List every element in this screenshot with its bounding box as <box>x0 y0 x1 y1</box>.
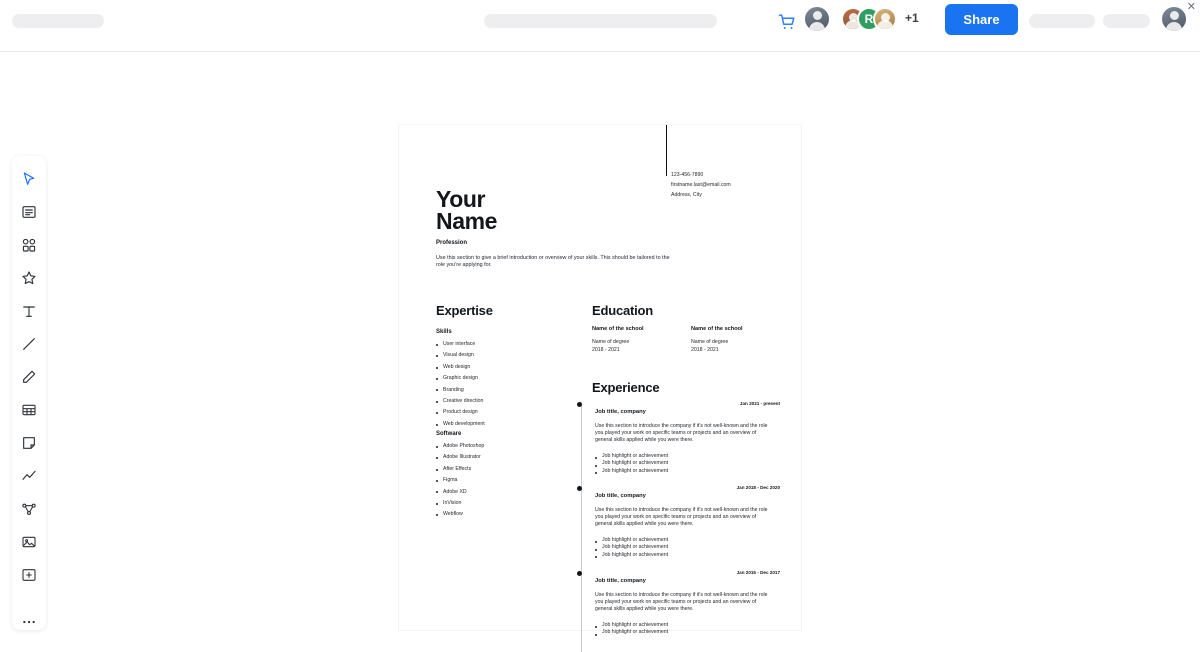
job-description: Use this section to introduce the company if it's not well-known and the role you played your work on specific teams or projects and an overview of general skills applied while you were there. <box>595 592 768 613</box>
cursor-icon <box>21 171 37 187</box>
collaborator-overflow-count[interactable]: +1 <box>905 11 919 25</box>
share-button[interactable]: Share <box>945 4 1018 35</box>
skills-heading: Skills <box>436 329 452 335</box>
avatar-body <box>877 20 893 29</box>
sticky-note-icon <box>21 435 37 451</box>
intro-paragraph[interactable]: Use this section to give a brief introduction or overview of your skills. This should be tailored to the role you're applying for. <box>436 255 670 269</box>
notes-tool[interactable] <box>12 426 46 459</box>
project-name-placeholder[interactable] <box>12 14 104 28</box>
pencil-icon <box>21 369 37 385</box>
list-item: Adobe Illustrator <box>436 452 484 463</box>
star-icon <box>21 270 37 286</box>
degree-dates: 2018 - 2021 <box>592 346 620 353</box>
templates-icon <box>21 204 37 220</box>
elements-tool[interactable] <box>12 228 46 261</box>
canvas-area[interactable] <box>0 92 1200 636</box>
avatar-head <box>813 11 822 20</box>
education-entry <box>691 326 761 354</box>
contact-block <box>671 170 731 200</box>
avatar-body <box>1166 22 1182 31</box>
contact-address: Address, City <box>671 192 702 198</box>
job-highlights <box>595 537 780 560</box>
select-tool[interactable] <box>12 162 46 195</box>
toolbar-placeholder-right-2[interactable] <box>1103 14 1150 28</box>
list-item: Graphic design <box>436 373 485 384</box>
job-title: Job title, company <box>595 409 646 415</box>
expertise-heading[interactable]: Expertise <box>436 303 493 318</box>
cart-icon[interactable] <box>778 13 796 31</box>
list-item: Adobe Photoshop <box>436 441 484 452</box>
job-description: Use this section to introduce the company if it's not well-known and the role you played your work on specific teams or projects and an overview of general skills applied while you were there. <box>595 507 768 528</box>
list-item: Web design <box>436 362 485 373</box>
list-item: Job highlight or achievement <box>595 453 780 461</box>
list-item: User interface <box>436 339 485 350</box>
text-icon <box>21 303 37 319</box>
close-icon[interactable]: ✕ <box>1186 1 1196 13</box>
list-item: Product design <box>436 407 485 418</box>
experience-heading[interactable]: Experience <box>592 380 660 395</box>
school-name: Name of the school <box>592 326 644 332</box>
collaborator-initial: R <box>864 12 874 26</box>
job-dates: Jan 2015 - Dec 2017 <box>736 570 780 575</box>
tool-rail[interactable] <box>12 156 46 630</box>
degree-dates: 2018 - 2021 <box>691 346 719 353</box>
list-item: Job highlight or achievement <box>595 544 780 552</box>
job-dates: Jan 2018 - Dec 2020 <box>736 485 780 490</box>
school-name: Name of the school <box>691 326 743 332</box>
software-heading: Software <box>436 431 462 437</box>
connector-icon <box>21 501 37 517</box>
list-item: Webflow <box>436 509 484 520</box>
experience-entry[interactable] <box>595 484 780 559</box>
line-tool[interactable] <box>12 327 46 360</box>
job-highlights <box>595 622 780 637</box>
list-item: Web development <box>436 419 485 430</box>
connector-tool[interactable] <box>12 492 46 525</box>
education-heading[interactable]: Education <box>592 303 654 318</box>
avatar-body <box>809 22 825 31</box>
current-user-avatar[interactable] <box>1160 5 1188 33</box>
education-entry <box>592 326 662 354</box>
more-icon <box>21 614 37 630</box>
more-tool[interactable] <box>12 605 46 638</box>
collaborator-avatar-3[interactable] <box>873 7 897 31</box>
text-tool[interactable] <box>12 294 46 327</box>
elements-icon <box>21 237 37 253</box>
list-item: After Effects <box>436 464 484 475</box>
list-item: Adobe XD <box>436 487 484 498</box>
toolbar-placeholder-right-1[interactable] <box>1029 14 1095 28</box>
timeline-dot <box>577 402 582 407</box>
upload-icon <box>21 567 37 583</box>
list-item: Job highlight or achievement <box>595 622 780 630</box>
software-list[interactable] <box>436 441 484 521</box>
timeline-dot <box>577 486 582 491</box>
image-tool[interactable] <box>12 525 46 558</box>
job-highlights <box>595 453 780 476</box>
contact-email: firstname.last@email.com <box>671 182 731 188</box>
resume-name[interactable] <box>436 188 497 232</box>
list-item: Job highlight or achievement <box>595 537 780 545</box>
draw-tool[interactable] <box>12 360 46 393</box>
experience-timeline <box>581 402 582 652</box>
table-tool[interactable] <box>12 393 46 426</box>
list-item: Job highlight or achievement <box>595 468 780 476</box>
line-icon <box>21 336 37 352</box>
list-item: Visual design <box>436 350 485 361</box>
image-icon <box>21 534 37 550</box>
owner-avatar[interactable] <box>803 5 831 33</box>
job-dates: Jan 2021 - present <box>739 401 780 406</box>
secondary-toolbar <box>0 52 1200 92</box>
job-title: Job title, company <box>595 578 646 584</box>
table-icon <box>21 402 37 418</box>
degree-name: Name of degree <box>592 339 630 345</box>
templates-tool[interactable] <box>12 195 46 228</box>
timeline-dot <box>577 571 582 576</box>
experience-entry[interactable] <box>595 569 780 637</box>
job-description: Use this section to introduce the company if it's not well-known and the role you played your work on specific teams or projects and an overview of general skills applied while you were there. <box>595 423 768 444</box>
experience-entry[interactable] <box>595 400 780 475</box>
contact-phone: 123-456-7890 <box>671 172 704 178</box>
list-item: Job highlight or achievement <box>595 629 780 637</box>
skills-list[interactable] <box>436 339 485 430</box>
resume-document[interactable] <box>399 125 801 636</box>
list-item: InVision <box>436 498 484 509</box>
degree-name: Name of degree <box>691 339 729 345</box>
profession-label[interactable]: Profession <box>436 240 468 246</box>
chart-icon <box>21 468 37 484</box>
job-title: Job title, company <box>595 493 646 499</box>
education-entries[interactable] <box>592 326 761 354</box>
chart-tool[interactable] <box>12 459 46 492</box>
list-item: Job highlight or achievement <box>595 552 780 560</box>
list-item: Figma <box>436 475 484 486</box>
upload-tool[interactable] <box>12 558 46 591</box>
favorites-tool[interactable] <box>12 261 46 294</box>
name-line-2: Name <box>436 208 498 234</box>
list-item: Branding <box>436 385 485 396</box>
list-item: Job highlight or achievement <box>595 460 780 468</box>
toolbar-placeholder-center[interactable] <box>484 14 717 28</box>
list-item: Creative direction <box>436 396 485 407</box>
top-bar <box>0 0 1200 52</box>
header-divider <box>666 125 667 176</box>
avatar-head <box>1170 11 1179 20</box>
name-line-1: Your <box>436 186 486 212</box>
